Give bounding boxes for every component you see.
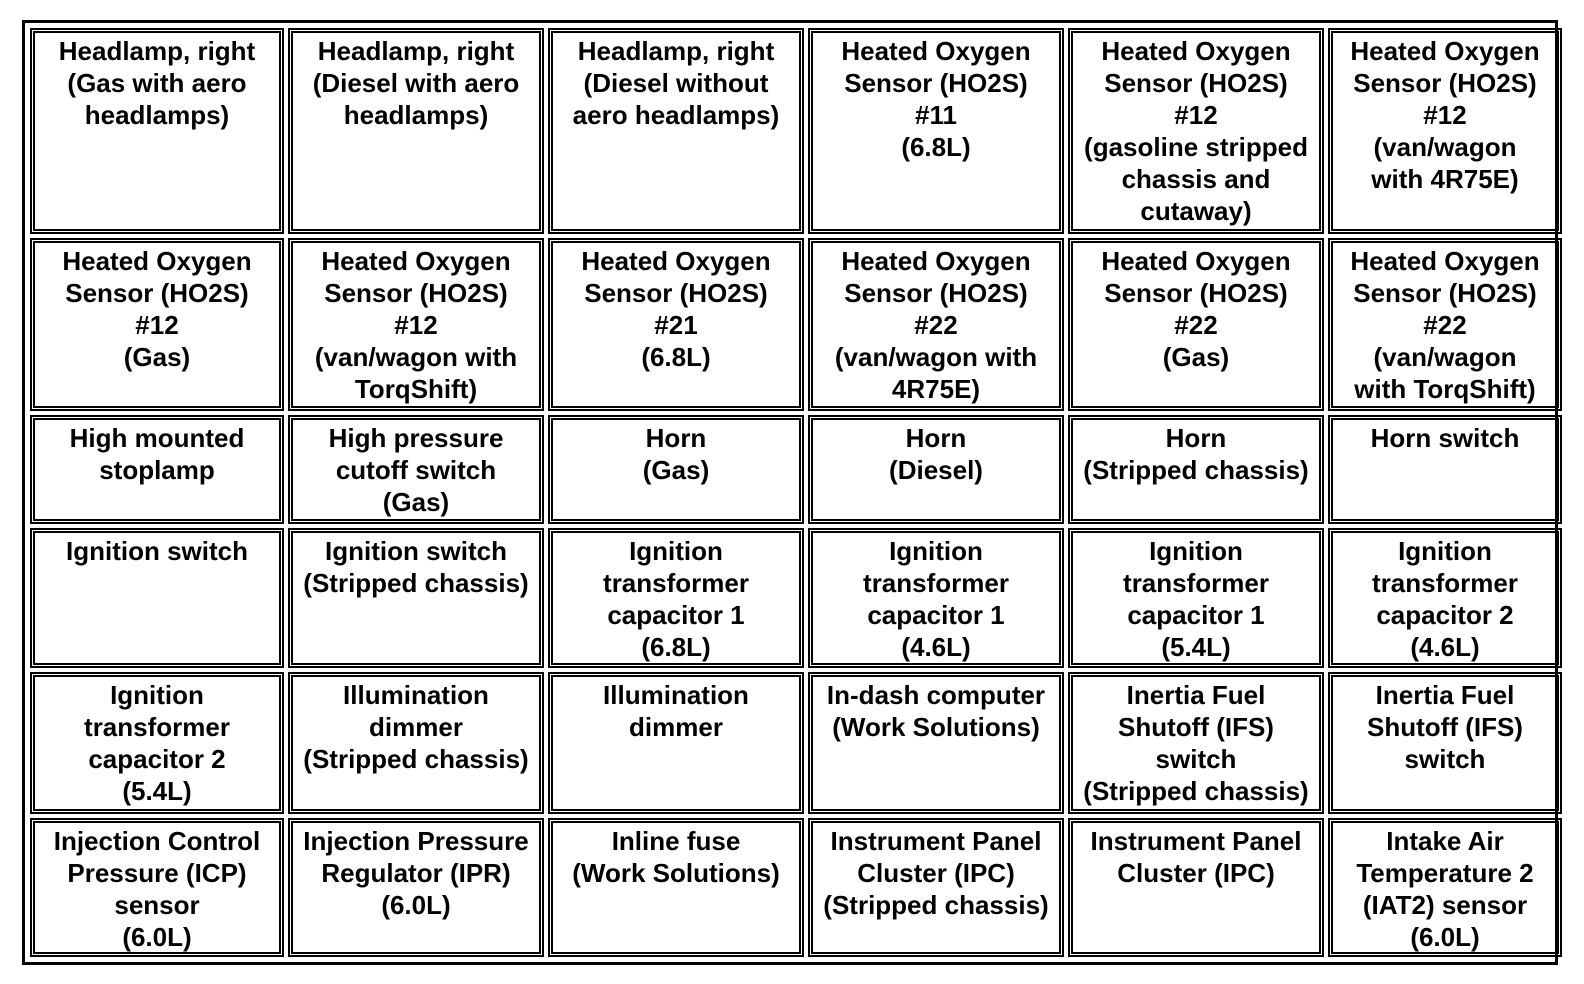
table-cell: Ignition transformer capacitor 2 (5.4L) [30, 672, 284, 814]
table-cell: Injection Control Pressure (ICP) sensor (6.0L) [30, 818, 284, 957]
table-cell: Injection Pressure Regulator (IPR) (6.0L) [288, 818, 544, 957]
table-cell: Inertia Fuel Shutoff (IFS) switch (Stripped chassis) [1068, 672, 1324, 814]
table-cell: Ignition transformer capacitor 1 (5.4L) [1068, 528, 1324, 668]
table-cell: Ignition transformer capacitor 1 (6.8L) [548, 528, 804, 668]
table-cell: Heated Oxygen Sensor (HO2S) #12 (van/wagon with 4R75E) [1328, 28, 1562, 234]
table-cell: Heated Oxygen Sensor (HO2S) #22 (van/wagon with 4R75E) [808, 238, 1064, 411]
table-cell: Horn (Diesel) [808, 415, 1064, 524]
table-cell: Horn (Gas) [548, 415, 804, 524]
table-cell: Ignition transformer capacitor 2 (4.6L) [1328, 528, 1562, 668]
table-cell: Ignition switch (Stripped chassis) [288, 528, 544, 668]
table-cell: Headlamp, right (Gas with aero headlamps) [30, 28, 284, 234]
table-cell: Ignition transformer capacitor 1 (4.6L) [808, 528, 1064, 668]
table-cell: Heated Oxygen Sensor (HO2S) #12 (gasoline stripped chassis and cutaway) [1068, 28, 1324, 234]
table-cell: In-dash computer (Work Solutions) [808, 672, 1064, 814]
table-cell: Heated Oxygen Sensor (HO2S) #22 (Gas) [1068, 238, 1324, 411]
table-cell: Heated Oxygen Sensor (HO2S) #12 (van/wagon with TorqShift) [288, 238, 544, 411]
table-cell: Headlamp, right (Diesel without aero headlamps) [548, 28, 804, 234]
table-cell: Heated Oxygen Sensor (HO2S) #12 (Gas) [30, 238, 284, 411]
table-cell: High mounted stoplamp [30, 415, 284, 524]
table-cell: Intake Air Temperature 2 (IAT2) sensor (6.0L) [1328, 818, 1562, 957]
table-cell: Inline fuse (Work Solutions) [548, 818, 804, 957]
table-cell: Horn (Stripped chassis) [1068, 415, 1324, 524]
table-cell: Illumination dimmer [548, 672, 804, 814]
table-cell: Ignition switch [30, 528, 284, 668]
table-cell: Headlamp, right (Diesel with aero headlamps) [288, 28, 544, 234]
table-cell: Heated Oxygen Sensor (HO2S) #22 (van/wagon with TorqShift) [1328, 238, 1562, 411]
table-cell: High pressure cutoff switch (Gas) [288, 415, 544, 524]
table-cell: Illumination dimmer (Stripped chassis) [288, 672, 544, 814]
table-cell: Heated Oxygen Sensor (HO2S) #11 (6.8L) [808, 28, 1064, 234]
table-cell: Heated Oxygen Sensor (HO2S) #21 (6.8L) [548, 238, 804, 411]
table-cell: Horn switch [1328, 415, 1562, 524]
component-table [22, 20, 1558, 965]
table-cell: Inertia Fuel Shutoff (IFS) switch [1328, 672, 1562, 814]
table-cell: Instrument Panel Cluster (IPC) (Stripped chassis) [808, 818, 1064, 957]
table-cell: Instrument Panel Cluster (IPC) [1068, 818, 1324, 957]
